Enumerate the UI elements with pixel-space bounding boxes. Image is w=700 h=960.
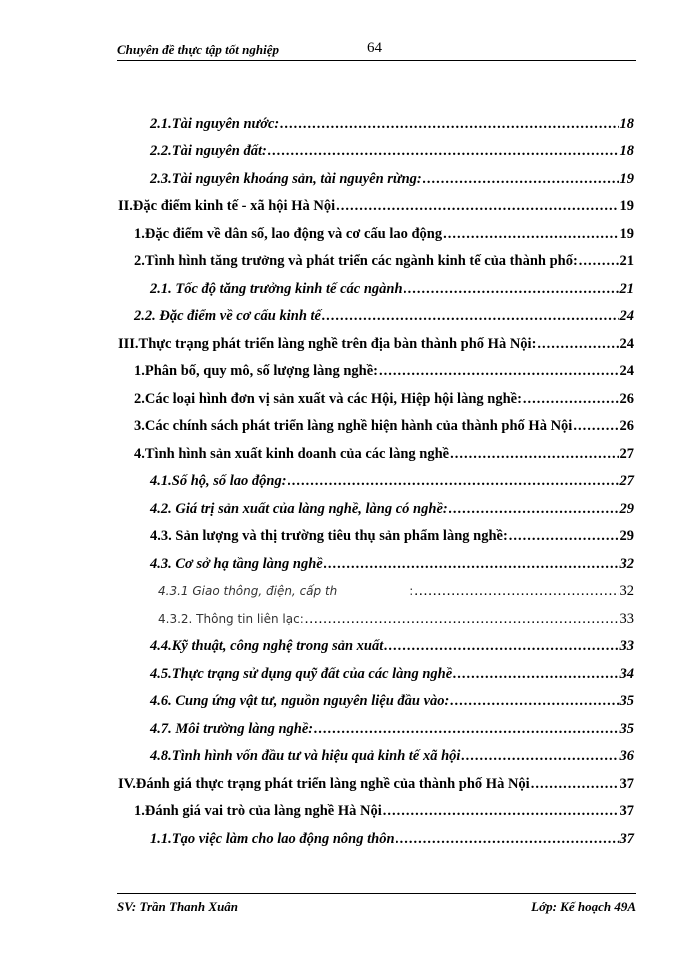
toc-leader <box>461 748 618 765</box>
toc-entry-page: 36 <box>619 748 634 764</box>
toc-leader <box>450 446 618 463</box>
toc-entry-text: 2.2. Đặc điểm về cơ cấu kinh tế <box>134 308 321 324</box>
toc-entry-page: 24 <box>619 308 634 324</box>
toc-entry[interactable] <box>150 116 634 136</box>
toc-leader <box>443 226 618 243</box>
toc-entry-text: 4.6. Cung ứng vật tư, nguồn nguyên liệu đầu vào: <box>150 693 450 709</box>
toc-entry-text: 4.3.1 Giao thông, điện, cấp th <box>158 584 338 598</box>
toc-entry[interactable] <box>150 143 634 163</box>
toc-entry-page: 37 <box>619 776 634 792</box>
toc-entry-text: 4.7. Môi trường làng nghề: <box>150 721 314 737</box>
toc-entry-page: 19 <box>619 226 634 242</box>
toc-entry-page: 26 <box>619 418 634 434</box>
toc-entry-text: IV.Đánh giá thực trạng phát triển làng nghề của thành phố Hà Nội <box>118 776 530 792</box>
toc-entry-text: 4.4.Kỹ thuật, công nghệ trong sản xuất <box>150 638 384 654</box>
toc-entry-text: 4.3. Sản lượng và thị trường tiêu thụ sản phẩm làng nghề: <box>150 528 508 544</box>
toc-entry-text: 2.2.Tài nguyên đất: <box>150 143 267 159</box>
toc-entry-text: 4.3.2. Thông tin liên lạc: <box>158 612 304 626</box>
toc-entry-page: 29 <box>619 501 634 517</box>
page-header <box>117 38 636 61</box>
toc-leader <box>450 693 618 710</box>
toc-entry-page: 27 <box>619 473 634 489</box>
toc-leader <box>453 666 618 683</box>
toc-entry[interactable] <box>150 638 634 658</box>
toc-entry-page: 33 <box>619 611 634 627</box>
toc-entry[interactable] <box>150 721 634 741</box>
toc-entry-page: 18 <box>619 116 634 132</box>
toc-leader <box>579 253 619 270</box>
toc-entry[interactable] <box>158 583 634 603</box>
toc-entry[interactable] <box>134 253 634 273</box>
toc-entry-text: 4.3. Cơ sở hạ tầng làng nghề <box>150 556 323 572</box>
toc-entry-page: 35 <box>619 693 634 709</box>
toc-entry[interactable] <box>150 528 634 548</box>
toc-leader <box>322 308 619 325</box>
toc-entry[interactable] <box>118 198 634 218</box>
toc-leader <box>523 391 619 408</box>
toc-entry[interactable] <box>118 776 634 796</box>
toc-entry-page: 26 <box>619 391 634 407</box>
toc-entry-text: 3.Các chính sách phát triển làng nghề hiện hành của thành phố Hà Nội <box>134 418 573 434</box>
toc-entry-text: II.Đặc điểm kinh tế - xã hội Hà Nội <box>118 198 336 214</box>
toc-entry[interactable] <box>134 363 634 383</box>
toc-leader <box>414 583 618 600</box>
toc-leader <box>396 831 619 848</box>
toc-leader <box>268 143 619 160</box>
toc-entry-text: 1.1.Tạo việc làm cho lao động nông thôn <box>150 831 395 847</box>
toc-entry[interactable] <box>150 556 634 576</box>
toc-entry[interactable] <box>150 693 634 713</box>
toc-entry[interactable] <box>150 473 634 493</box>
toc-entry-page: 24 <box>619 336 634 352</box>
toc-entry[interactable] <box>134 226 634 246</box>
toc-entry-page: 32 <box>619 583 634 599</box>
toc-entry[interactable] <box>150 748 634 768</box>
toc-leader <box>288 473 619 490</box>
page-footer <box>117 893 636 918</box>
toc-leader <box>384 638 618 655</box>
toc-entry[interactable] <box>150 501 634 521</box>
toc-entry[interactable] <box>150 666 634 686</box>
toc-entry[interactable] <box>134 446 634 466</box>
toc-entry-page: 35 <box>619 721 634 737</box>
footer-class: Lớp: Kế hoạch 49A <box>531 899 636 914</box>
toc-entry-text: 2.3.Tài nguyên khoáng sản, tài nguyên rừng: <box>150 171 422 187</box>
toc-leader <box>314 721 618 738</box>
header-page-number: 64 <box>367 40 382 56</box>
toc-entry-page: 18 <box>619 143 634 159</box>
toc-entry-text: 4.Tình hình sản xuất kinh doanh của các làng nghề <box>134 446 450 462</box>
toc-entry-text: III.Thực trạng phát triển làng nghề trên địa bàn thành phố Hà Nội: <box>118 336 537 352</box>
toc-leader <box>404 281 619 298</box>
toc-leader <box>324 556 619 573</box>
toc-leader <box>280 116 618 133</box>
toc-leader <box>423 171 619 188</box>
toc-entry-text: 1.Phân bố, quy mô, số lượng làng nghề: <box>134 363 378 379</box>
toc-entry-page: 21 <box>619 253 634 269</box>
toc-entry-text: 2.Tình hình tăng trưởng và phát triển các ngành kinh tế của thành phố: <box>134 253 578 269</box>
toc-entry-colon: : <box>409 584 414 598</box>
toc-entry-page: 24 <box>619 363 634 379</box>
toc-leader <box>509 528 619 545</box>
toc-entry-text: 2.1. Tốc độ tăng trưởng kinh tế các ngành <box>150 281 403 297</box>
toc-entry[interactable] <box>134 308 634 328</box>
toc-leader <box>573 418 618 435</box>
toc-entry-page: 32 <box>619 556 634 572</box>
toc-entry-text: 2.Các loại hình đơn vị sản xuất và các Hội, Hiệp hội làng nghề: <box>134 391 522 407</box>
toc-entry-text: 2.1.Tài nguyên nước: <box>150 116 280 132</box>
toc-entry-page: 37 <box>619 831 634 847</box>
toc-entry-text: 4.8.Tình hình vốn đầu tư và hiệu quả kinh tế xã hội <box>150 748 461 764</box>
toc-entry-text: 1.Đặc điểm về dân số, lao động và cơ cấu lao động <box>134 226 443 242</box>
toc-entry[interactable] <box>150 831 634 851</box>
toc-entry-page: 33 <box>619 638 634 654</box>
toc-entry-text: 4.5.Thực trạng sử dụng quỹ đất của các làng nghề <box>150 666 453 682</box>
toc-entry-page: 19 <box>619 198 634 214</box>
toc-entry-page: 37 <box>619 803 634 819</box>
toc-entry-page: 27 <box>619 446 634 462</box>
toc-leader <box>537 336 618 353</box>
toc-entry[interactable] <box>118 336 634 356</box>
toc-entry[interactable] <box>150 281 634 301</box>
toc-entry-page: 29 <box>619 528 634 544</box>
toc-entry-page: 19 <box>619 171 634 187</box>
toc-entry[interactable] <box>134 803 634 823</box>
toc-leader <box>305 611 619 628</box>
toc-entry[interactable] <box>150 171 634 191</box>
footer-student: SV: Trần Thanh Xuân <box>117 899 239 914</box>
toc-leader <box>379 363 619 380</box>
toc-entry-text: 1.Đánh giá vai trò của làng nghề Hà Nội <box>134 803 382 819</box>
toc-leader <box>531 776 619 793</box>
toc-entry[interactable] <box>134 391 634 411</box>
toc-entry-text: 4.1.Số hộ, số lao động: <box>150 473 287 489</box>
toc-entry-page: 21 <box>619 281 634 297</box>
toc-entry[interactable] <box>134 418 634 438</box>
toc-entry[interactable] <box>158 611 634 631</box>
toc-leader <box>383 803 619 820</box>
toc-entry-text: 4.2. Giá trị sản xuất của làng nghề, làng có nghề: <box>150 501 448 517</box>
header-title: Chuyên đề thực tập tốt nghiệp <box>117 42 279 57</box>
toc-leader <box>449 501 619 518</box>
toc-entry-page: 34 <box>619 666 634 682</box>
toc-leader <box>336 198 618 215</box>
